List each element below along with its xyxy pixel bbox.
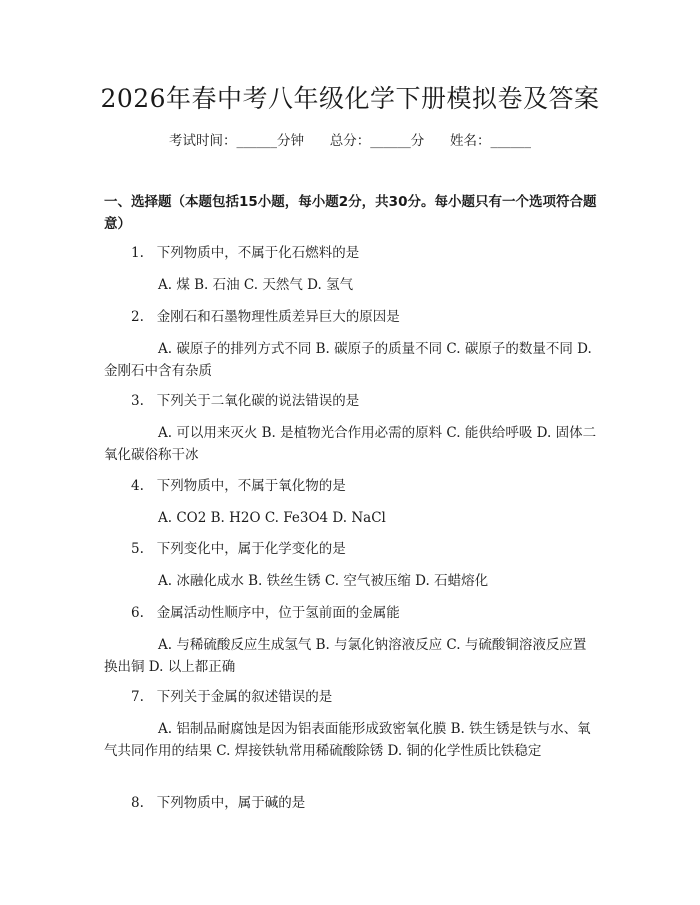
- question-number: 1.: [131, 245, 144, 261]
- question-7-options: A. 铝制品耐腐蚀是因为铝表面能形成致密氧化膜 B. 铁生锈是铁与水、氧气共同作用的结果 C. 焊接铁轨常用稀硫酸除锈 D. 铜的化学性质比铁稳定: [104, 721, 591, 759]
- question-text: 金刚石和石墨物理性质差异巨大的原因是: [156, 309, 400, 325]
- question-3-options: A. 可以用来灭火 B. 是植物光合作用必需的原料 C. 能供给呼吸 D. 固体二氧化碳俗称干冰: [104, 425, 597, 463]
- question-4-options: A. CO2 B. H2O C. Fe3O4 D. NaCl: [158, 510, 386, 526]
- question-5: [131, 539, 601, 559]
- question-number: 5.: [131, 541, 144, 557]
- question-6: [131, 603, 601, 623]
- question-text: 下列变化中，属于化学变化的是: [156, 541, 346, 557]
- page-title: 2026年春中考八年级化学下册模拟卷及答案: [100, 84, 600, 113]
- question-1-options: A. 煤 B. 石油 C. 天然气 D. 氢气: [158, 277, 354, 293]
- exam-info-line: 考试时间：______分钟 总分：______分 姓名：______: [169, 133, 531, 149]
- question-text: 下列物质中，不属于氧化物的是: [156, 478, 346, 494]
- question-7: [131, 687, 601, 707]
- question-text: 下列关于金属的叙述错误的是: [156, 689, 333, 705]
- question-2: [131, 307, 601, 327]
- question-5-options: A. 冰融化成水 B. 铁丝生锈 C. 空气被压缩 D. 石蜡熔化: [158, 573, 489, 589]
- question-text: 下列关于二氧化碳的说法错误的是: [156, 393, 360, 409]
- question-number: 2.: [131, 309, 144, 325]
- question-text: 金属活动性顺序中，位于氢前面的金属能: [156, 605, 400, 621]
- question-number: 6.: [131, 605, 144, 621]
- question-2-options: A. 碳原子的排列方式不同 B. 碳原子的质量不同 C. 碳原子的数量不同 D. 金刚石中含有杂质: [104, 341, 592, 379]
- question-4: [131, 476, 601, 496]
- question-number: 7.: [131, 689, 144, 705]
- question-number: 8.: [131, 795, 144, 811]
- question-3: [131, 391, 601, 411]
- question-8: [131, 793, 601, 813]
- question-number: 4.: [131, 478, 144, 494]
- question-1: [131, 243, 601, 263]
- question-number: 3.: [131, 393, 144, 409]
- section-heading: 一、选择题（本题包括15小题，每小题2分，共30分。每小题只有一个选项符合题意）: [104, 194, 597, 232]
- question-text: 下列物质中，属于碱的是: [156, 795, 306, 811]
- question-6-options: A. 与稀硫酸反应生成氢气 B. 与氯化钠溶液反应 C. 与硫酸铜溶液反应置换出铜 D. 以上都正确: [104, 637, 587, 675]
- question-text: 下列物质中，不属于化石燃料的是: [156, 245, 360, 261]
